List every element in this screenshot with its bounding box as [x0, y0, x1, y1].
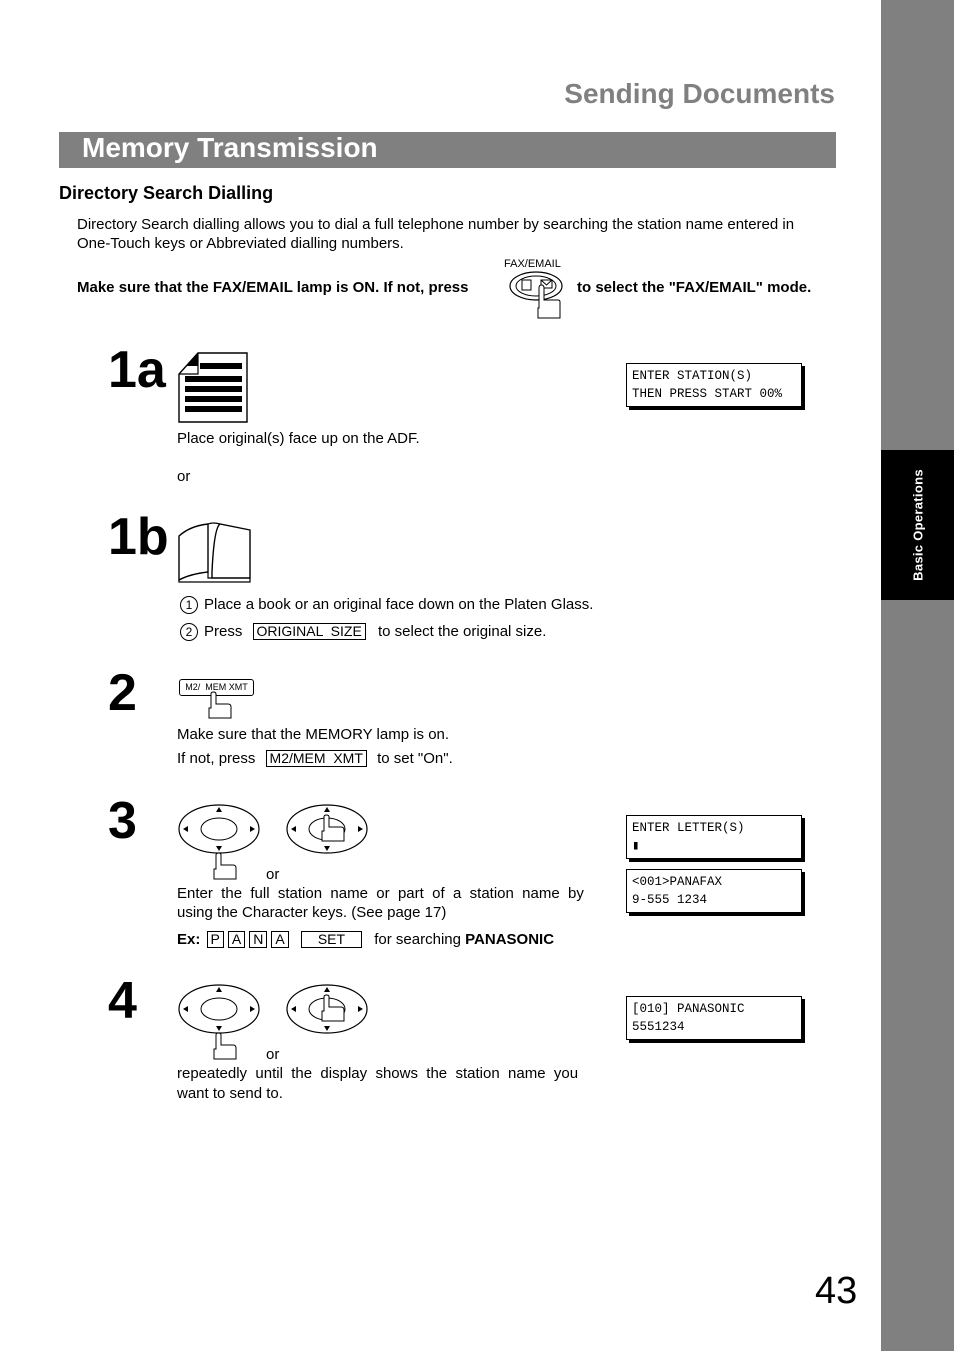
right-margin-bar [881, 0, 954, 1351]
lcd-line-1: ENTER LETTER(S) [632, 821, 745, 835]
step-2-line-1: Make sure that the MEMORY lamp is on. [177, 726, 450, 743]
step-3-or: or [266, 866, 280, 883]
adf-document-icon [178, 352, 250, 424]
lcd-display-3a [626, 815, 802, 859]
navigation-pad-icon [178, 803, 263, 881]
step-3-example [177, 930, 554, 949]
lcd-line-2: 9-555 1234 [632, 893, 708, 907]
lamp-instruction-end: to select the "FAX/EMAIL" mode. [577, 279, 812, 296]
lcd-line-1: <001>PANAFAX [632, 875, 723, 889]
circled-number-1: 1 [180, 596, 198, 614]
step-4-text-line-1: repeatedly until the display shows the station name you [177, 1065, 579, 1082]
step-3-text-line-1: Enter the full station name or part of a station name by [177, 885, 584, 902]
step-1b-label: 1b [108, 508, 169, 566]
lcd-line-2: 5551234 [632, 1020, 685, 1034]
step-1a-label: 1a [108, 341, 166, 399]
lcd-display-4 [626, 996, 802, 1040]
step-1b-item-1-text: Place a book or an original face down on the Platen Glass. [204, 596, 594, 613]
step-4-label: 4 [108, 972, 137, 1030]
step-1b-item-2 [180, 622, 546, 641]
page-number: 43 [815, 1270, 858, 1312]
set-key: SET [301, 931, 362, 948]
fax-email-button-icon [508, 270, 568, 320]
key-a-2: A [271, 931, 288, 948]
fax-email-key-label: FAX/EMAIL [504, 258, 561, 270]
lamp-instruction: Make sure that the FAX/EMAIL lamp is ON. If not, press [77, 279, 469, 296]
lcd-display-3b [626, 869, 802, 913]
lcd-cursor: ▮ [632, 839, 640, 853]
example-name: PANASONIC [465, 931, 555, 948]
circled-number-2: 2 [180, 623, 198, 641]
key-p: P [207, 931, 224, 948]
intro-line-2: One-Touch keys or Abbreviated dialling numbers. [77, 235, 404, 252]
navigation-pad-icon [178, 983, 263, 1061]
step-1b-item-2-text: to select the original size. [377, 623, 547, 640]
step-1a-or: or [177, 468, 191, 485]
ex-label: Ex: [177, 931, 201, 948]
step-2-label: 2 [108, 664, 137, 722]
step-4-or: or [266, 1046, 280, 1063]
lcd-line-2: THEN PRESS START 00% [632, 387, 783, 401]
chapter-tab [881, 450, 954, 600]
key-n: N [249, 931, 267, 948]
press-text: Press [204, 623, 243, 640]
step-3-label: 3 [108, 792, 137, 850]
intro-line-1: Directory Search dialling allows you to dial a full telephone number by searching the station name entered in [77, 216, 795, 233]
lcd-display-1a [626, 363, 802, 407]
step-2-line-2 [177, 749, 453, 768]
step-1a-text: Place original(s) face up on the ADF. [177, 430, 420, 447]
original-size-key: ORIGINAL SIZE [253, 623, 366, 640]
navigation-pad-center-press-icon [286, 983, 371, 1035]
step-3-text-line-2: using the Character keys. (See page 17) [177, 904, 447, 921]
chapter-tab-label: Basic Operations [910, 469, 925, 581]
page-title: Memory Transmission [82, 132, 378, 163]
finger-press-icon [205, 692, 235, 720]
step-4-text-line-2: want to send to. [177, 1085, 283, 1102]
lcd-line-1: ENTER STATION(S) [632, 369, 753, 383]
lcd-line-1: [010] PANASONIC [632, 1002, 745, 1016]
title-band [59, 132, 836, 168]
m2-mem-xmt-button-icon: M2/ MEM XMT [179, 679, 254, 696]
section-title: Sending Documents [564, 78, 835, 109]
m2-mem-xmt-key: M2/MEM XMT [266, 750, 367, 767]
to-set-on-text: to set "On". [377, 750, 453, 767]
key-a: A [228, 931, 245, 948]
if-not-press-text: If not, press [177, 750, 256, 767]
navigation-pad-center-press-icon [286, 803, 371, 855]
subheading: Directory Search Dialling [59, 183, 274, 203]
for-searching-text: for searching [374, 931, 461, 948]
step-1b-item-1 [180, 595, 593, 614]
open-book-icon [178, 520, 253, 584]
